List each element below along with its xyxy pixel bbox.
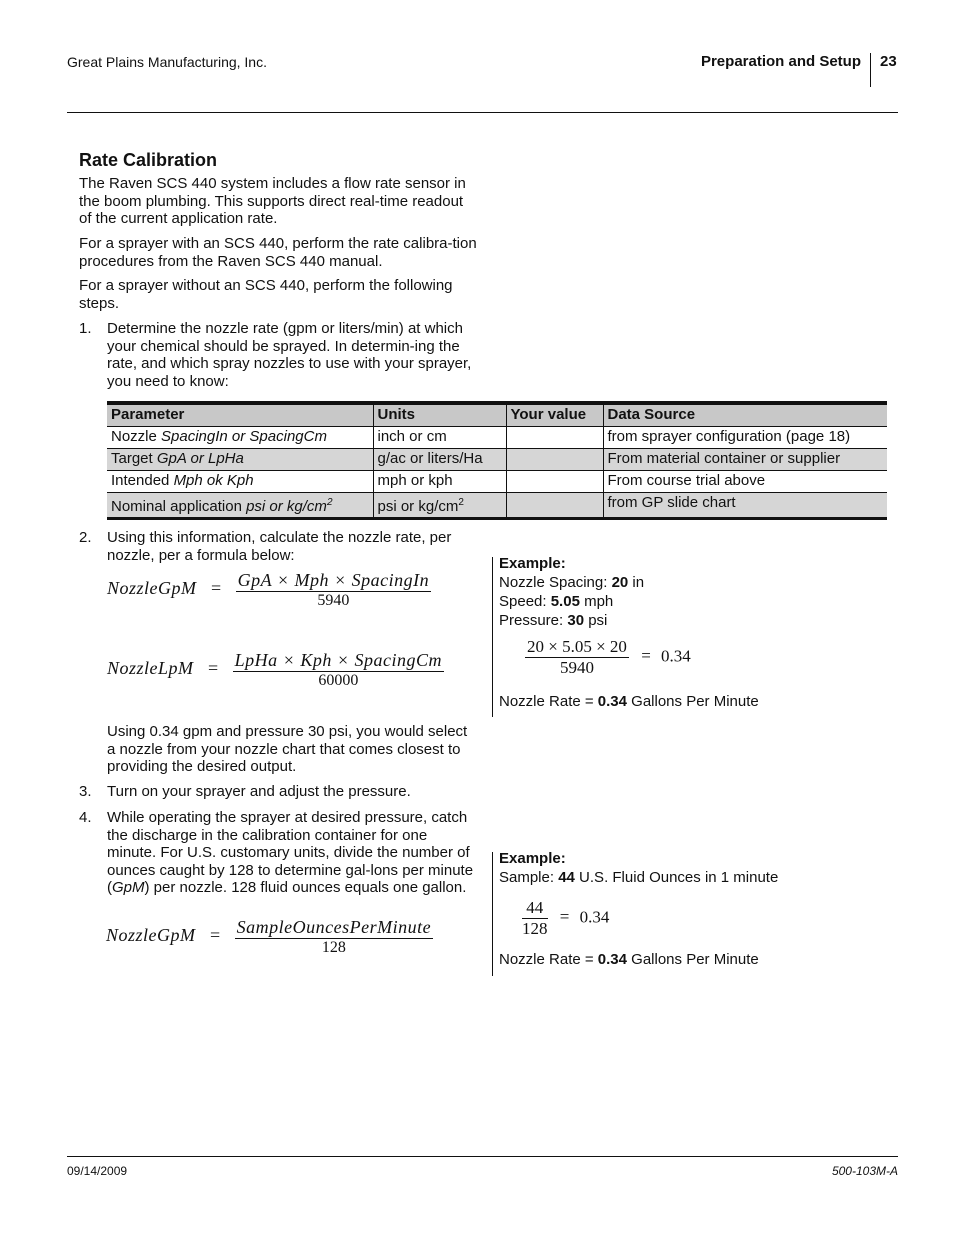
table-cell-value [506, 493, 603, 519]
table-cell-units: psi or $kg/cm^2$ [373, 493, 506, 519]
example-1-line: Speed: 5.05 mph [499, 593, 614, 610]
table-cell-parameter: Nominal application psi or $kg/cm^2$ [107, 493, 373, 519]
page-number: 23 [880, 53, 897, 70]
table-row [107, 493, 887, 519]
parameter-table [107, 401, 887, 520]
table-cell-units: mph or kph [373, 471, 506, 493]
table-header-cell: Parameter [107, 403, 373, 427]
intro-paragraph-1: The Raven SCS 440 system includes a flow rate sensor in the boom plumbing. This supports direct real-time readout of the current application rate. [79, 175, 466, 227]
table-cell-value [506, 471, 603, 493]
step-2-note: Using 0.34 gpm and pressure 30 psi, you would select a nozzle from your nozzle chart that comes closest to providing the desired output. [107, 723, 468, 775]
example-1 [499, 554, 644, 630]
intro-paragraph-3: For a sprayer without an SCS 440, perform the following steps. [79, 277, 453, 312]
step-4-number: 4. [79, 809, 92, 826]
example-2-title: Example: [499, 850, 566, 867]
table-cell-value [506, 449, 603, 471]
table-cell-source: from sprayer configuration (page 18) [603, 427, 887, 449]
footer-doc-number: 500-103M-A [831, 1164, 898, 1178]
step-4-text: While operating the sprayer at desired pressure, catch the discharge in the calibration container for one minute. For U.S. customary units, divide the number of ounces caught by 128 to determine gal-lons per minute (GpM) per nozzle. 128 fluid ounces equals one gallon. [107, 809, 474, 896]
table-row [107, 427, 887, 449]
step-2-number: 2. [79, 529, 92, 546]
step-2-text: Using this information, calculate the nozzle rate, per nozzle, per a formula below: [107, 529, 452, 564]
table-header-cell: Your value [506, 403, 603, 427]
table-cell-parameter: Nozzle SpacingIn or SpacingCm [107, 427, 373, 449]
table-cell-value [506, 427, 603, 449]
intro-paragraph-2: For a sprayer with an SCS 440, perform the rate calibra-tion procedures from the Raven SCS 440 manual. [79, 235, 477, 270]
company-name: Great Plains Manufacturing, Inc. [67, 54, 267, 70]
table-cell-source: From course trial above [603, 471, 887, 493]
example-1-line: Pressure: 30 psi [499, 612, 608, 629]
table-row [107, 471, 887, 493]
table-cell-source: From material container or supplier [603, 449, 887, 471]
footer-date: 09/14/2009 [67, 1164, 128, 1178]
table-header-cell: Units [373, 403, 506, 427]
example-2 [499, 849, 778, 887]
table-header-row [107, 403, 887, 427]
section-title: Rate Calibration [79, 150, 218, 170]
table-cell-units: g/ac or liters/Ha [373, 449, 506, 471]
example-1-result: Nozzle Rate = 0.34 Gallons Per Minute [499, 693, 759, 710]
formula-nozzle-gpm-sample: NozzleGpM = $\frac{\text{SampleOuncesPerMinute}}{128}$ [106, 917, 432, 956]
table-header-cell: Data Source [603, 403, 887, 427]
table-cell-parameter: Intended Mph ok Kph [107, 471, 373, 493]
formula-nozzle-gpm: NozzleGpM = $\frac{\text{GpA × Mph × SpacingIn}}{5940}$ [107, 570, 430, 609]
example-1-title: Example: [499, 555, 566, 572]
formula-nozzle-lpm: NozzleLpM = $\frac{\text{LpHa × Kph × SpacingCm}}{60000}$ [107, 650, 442, 689]
header-rule [67, 112, 898, 113]
example-2-bar [492, 852, 493, 976]
header-divider [870, 53, 871, 87]
table-cell-parameter: Target GpA or LpHa [107, 449, 373, 471]
example-1-line: Nozzle Spacing: 20 in [499, 574, 645, 591]
table-cell-source: from GP slide chart [603, 493, 887, 519]
example-2-result: Nozzle Rate = 0.34 Gallons Per Minute [499, 951, 759, 968]
step-3-text: Turn on your sprayer and adjust the pressure. [107, 783, 411, 800]
example-1-calculation: $\frac{20 \times 5.05 \times 20}{5940}$ = 0.34 [527, 637, 691, 677]
example-2-line: Sample: 44 U.S. Fluid Ounces in 1 minute [499, 869, 779, 886]
step-1-number: 1. [79, 320, 92, 337]
example-1-bar [492, 557, 493, 717]
example-2-calculation: $\frac{44}{128}$ = 0.34 [522, 898, 610, 938]
table-row [107, 449, 887, 471]
section-heading: Preparation and Setup [700, 53, 861, 70]
footer-rule [67, 1156, 898, 1157]
step-1-text: Determine the nozzle rate (gpm or liters/min) at which your chemical should be sprayed. In determin-ing the rate, and which spray nozzles to use with your sprayer, you need to know: [107, 320, 472, 390]
step-3-number: 3. [79, 783, 92, 800]
table-cell-units: inch or cm [373, 427, 506, 449]
